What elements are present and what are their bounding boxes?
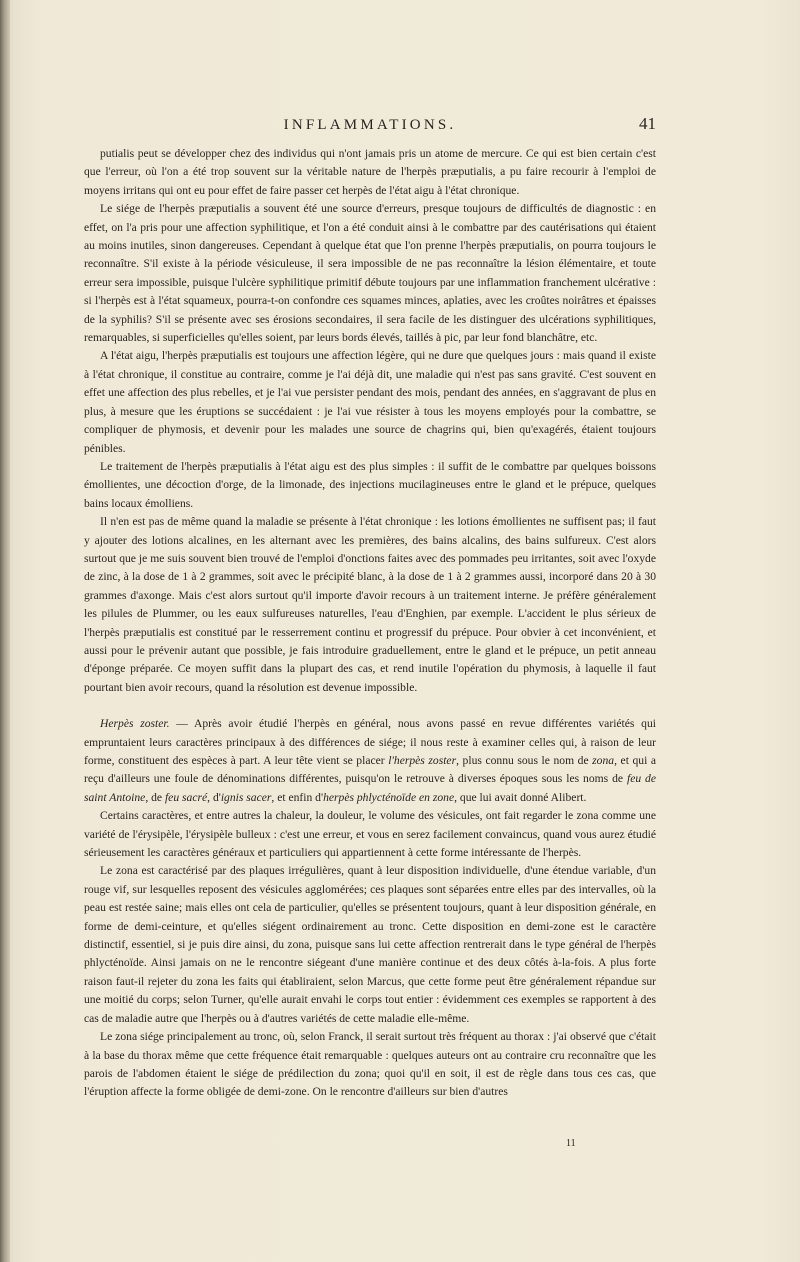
italic-term: l'herpès zoster	[388, 754, 457, 767]
italic-term: herpès phlycténoïde en zone	[323, 790, 455, 804]
paragraph	[84, 1028, 656, 1102]
paragraph	[84, 200, 656, 347]
paragraph	[84, 807, 656, 862]
italic-term: feu sacré	[164, 790, 208, 804]
text-run: , d'	[207, 790, 221, 804]
text-run: Il n'en est pas de même quand la maladie se présente à l'état chronique : les lotions émollientes ne suffisent pas; il faut y ajouter des lotions alcalines, en les alternant avec les premières, des bains alcalins, des bains sulfureux. C'est alors surtout que je me suis souvent bien trouvé de l'emploi d'onctions faites avec des pommades peu irritantes, soit avec l'oxyde de zinc, à la dose de 1 à 2 grammes, soit avec le précipité blanc, à la dose de 1 à 2 grammes aussi, incorporé dans 20 à 30 grammes d'axonge. Mais c'est alors surtout qu'il importe d'avoir recours à un traitement interne. Je préfère généralement les pilules de Plummer, ou les eaux sulfureuses naturelles, l'eau d'Enghien, par exemple. L'accident le plus sérieux de l'herpès præputialis est constitué par le resserrement continu et progressif du prépuce. Pour obvier à cet inconvénient, et aussi pour le prévenir autant que possible, je fais introduire graduellement, entre le gland et le prépuce, un petit anneau d'éponge préparée. Ce moyen suffit dans la plupart des cas, et rend inutile l'opération du phymosis, à laquelle il faut pourtant bien avoir recours, quand la résolution est devenue impossible.	[84, 515, 656, 694]
text-run: putialis peut se développer chez des individus qui n'ont jamais pris un atome de mercure. Ce qui est bien certain c'est que l'erreur, où l'on a été trop souvent sur la véritable nature de l'herpès præputialis, a pu faire recourir à l'emploi de moyens irritans qui ont eu pour effet de faire passer cet herpès de l'état aigu à l'état chronique.	[84, 147, 656, 197]
italic-term: zona	[592, 754, 615, 767]
italic-term: Herpès zoster.	[100, 717, 170, 731]
text-run: , et enfin d'	[271, 790, 324, 804]
text-run: Le zona siége principalement au tronc, où, selon Franck, il serait surtout très fréquent au thorax : j'ai observé que c'était à la base du thorax même que cette fréquence était remarquable : quelques auteurs ont au contraire cru reconnaître que les parois de l'abdomen étaient le siége de prédilection du zona; quoi qu'il en soit, il est de règle dans tous ces cas, que l'éruption affecte la forme obligée de demi-zone. On le rencontre d'ailleurs sur bien d'autres	[84, 1030, 656, 1099]
italic-term: ignis sacer	[220, 790, 272, 804]
text-run: Le zona est caractérisé par des plaques irrégulières, quant à leur disposition individuelle, d'une étendue variable, d'un rouge vif, sur lesquelles reposent des vésicules agglomérées; ces plaques sont séparées entre elles par des intervalles, où la peau est restée saine; mais elles ont cela de particulier, qu'elles se présentent toujours, quant à leur disposition générale, en forme de demi-ceinture, et qu'elles siégent ordinairement au tronc. Cette disposition en demi-zone est le caractère distinctif, essentiel, si je puis dire ainsi, du zona, puisque sans lui cette affection rentrerait dans le type général de l'herpès phlycténoïde. Ainsi jamais on ne le rencontre siégeant d'une manière continue et des deux côtés à-la-fois. A plus forte raison faut-il rejeter du zona les faits qui établiraient, selon Marcus, que cette forme peut être généralement répandue sur une moitié du corps; selon Turner, qu'elle aurait envahi le corps tout entier : évidemment ces exemples se rapportent à des cas de maladie autre que l'herpès ou à d'autres variétés de cette maladie elle-même.	[84, 864, 656, 1025]
text-run: — Après avoir étudié l'herpès en général, nous avons passé en revue différentes variétés qui empruntaient leurs caractères principaux à des différences de siége; il nous reste à examiner celles qui, à raison de leur forme, constituent des espèces à part. A leur tête vient se placer	[84, 717, 656, 767]
paragraph	[84, 145, 656, 200]
book-binding-edge	[0, 0, 10, 1262]
text-run: , de	[145, 790, 165, 804]
text-run: , que lui avait donné Alibert.	[454, 790, 587, 804]
text-run: Le traitement de l'herpès præputialis à l'état aigu est des plus simples : il suffit de le combattre par quelques boissons émollientes, une décoction d'orge, de la limonade, des injections mucilagineuses entre le gland et le prépuce, quelques bains locaux émolliens.	[84, 459, 656, 510]
text-run: A l'état aigu, l'herpès præputialis est toujours une affection légère, qui ne dure que quelques jours : mais quand il existe à l'état chronique, il constitue au contraire, comme je l'ai déjà dit, une maladie qui n'est pas sans gravité. C'est souvent en effet une affection des plus rebelles, et je l'ai vue persister pendant des mois, pendant des années, en s'aggravant de plus en plus, à mesure que les éruptions se succédaient : je l'ai vue résister à tous les moyens employés pour la combattre, se compliquer de phymosis, et devenir pour les malades une source de chagrins qui, bien qu'exagérés, étaient toujours pénibles.	[84, 349, 656, 455]
text-run: Certains caractères, et entre autres la chaleur, la douleur, le volume des vésicules, ont fait regarder le zona comme une variété de l'érysipèle, l'érysipèle bulleux : c'est une erreur, et vous en serez facilement convaincus, quand vous aurez étudié sérieusement les caractères généraux et particuliers qui appartiennent à cette forme intéressante de l'herpès.	[84, 809, 656, 860]
running-title: INFLAMMATIONS.	[283, 117, 457, 133]
paragraph	[84, 513, 656, 697]
paragraph	[84, 458, 656, 513]
text-run: , et qui a reçu d'ailleurs une foule de dénominations différentes, puisqu'on le retrouve à diverses époques sous les noms de	[84, 754, 657, 786]
page-number: 41	[639, 114, 656, 133]
paragraph	[84, 715, 656, 807]
text-run: , plus connu sous le nom de	[456, 754, 593, 767]
paragraph	[84, 862, 656, 1028]
paragraph	[84, 347, 656, 457]
body-text	[84, 145, 656, 1102]
italic-term: feu de saint Antoine	[84, 772, 656, 804]
page-header	[84, 114, 656, 138]
signature-mark: 11	[566, 1138, 576, 1149]
text-run: Le siége de l'herpès præputialis a souvent été une source d'erreurs, presque toujours de difficultés de diagnostic : en effet, on l'a pris pour une affection syphilitique, et l'on a été conduit ainsi à le combattre par des cautérisations qui étaient au moins inutiles, sinon dangereuses. Cependant à quelque état que l'on prenne l'herpès præputialis, on pourra toujours le reconnaître. S'il existe à la période vésiculeuse, il sera impossible de ne pas reconnaître la lésion élémentaire, et toute erreur sera impossible, puisque l'ulcère syphilitique primitif débute toujours par une inflammation franchement ulcérative : si l'herpès est à l'état squameux, pourra-t-on confondre ces squames minces, aplaties, avec les croûtes noirâtres et épaisses de la syphilis? S'il se présente avec ses érosions secondaires, il sera facile de les distinguer des ulcérations syphilitiques, remarquables, si superficielles qu'elles soient, par leurs bords élevés, taillés à pic, par leur fond blanchâtre, etc.	[84, 202, 656, 345]
